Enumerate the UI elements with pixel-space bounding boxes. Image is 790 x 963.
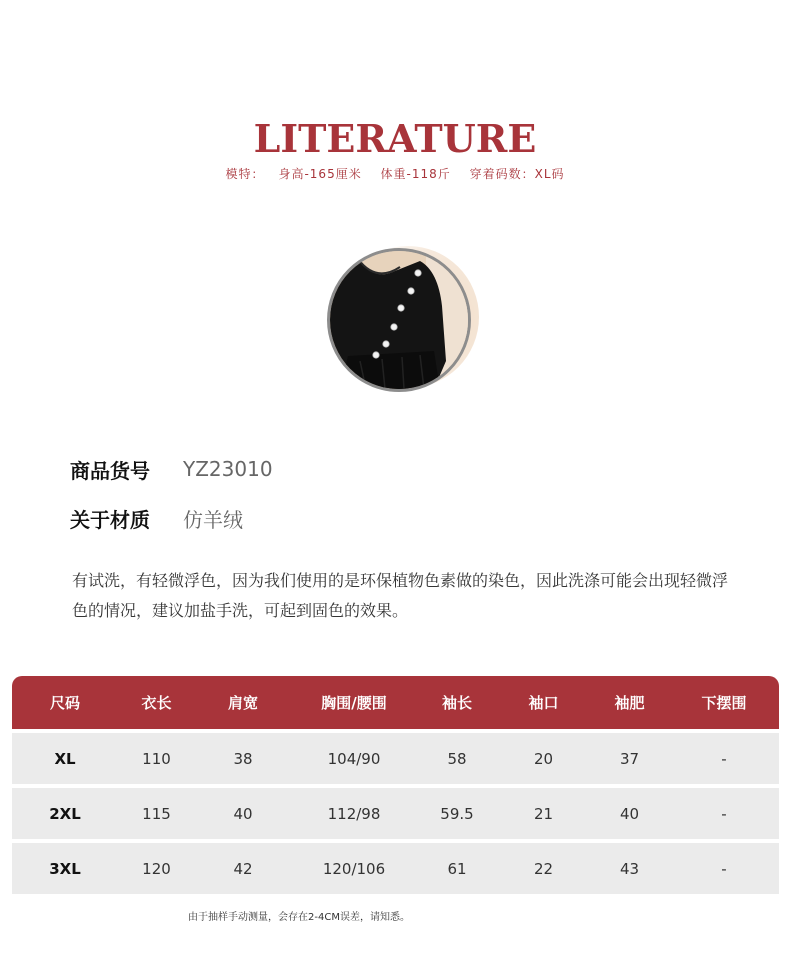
material-row: [70, 503, 243, 533]
row-size: XL: [54, 749, 76, 768]
row-sleeve-length: 61: [447, 859, 467, 878]
model-size: 穿着码数：XL码: [469, 167, 565, 181]
header-cuff: 袖口: [528, 694, 559, 712]
row-sleeve-width: 43: [619, 859, 640, 878]
row-sleeve-length: 59.5: [440, 804, 474, 823]
row-shoulder: 38: [233, 749, 253, 768]
row-size: 2XL: [49, 804, 81, 823]
care-description: 有试洗，有轻微浮色，因为我们使用的是环保植物色素做的染色，因此洗涤可能会出现轻微浮色的情况，建议加盐手洗，可起到固色的效果。: [72, 571, 729, 620]
row-chest-waist: 120/106: [322, 859, 386, 878]
sku-label: 商品货号: [70, 458, 150, 483]
material-label: 关于材质: [70, 507, 150, 532]
row-cuff: 21: [533, 804, 554, 823]
row-chest-waist: 104/90: [327, 749, 381, 768]
table-row: [12, 843, 779, 894]
header-sleeve-width: 袖肥: [614, 694, 645, 712]
brand-title: LITERATURE: [253, 116, 537, 161]
model-label: 模特：: [225, 167, 265, 181]
model-height: 身高-165厘米: [278, 167, 362, 181]
header-shoulder: 肩宽: [227, 694, 258, 712]
sku-row: [70, 454, 273, 484]
row-length: 120: [142, 859, 171, 878]
row-sleeve-width: 37: [619, 749, 640, 768]
header-size: 尺码: [49, 694, 80, 712]
header-length: 衣长: [141, 694, 172, 712]
garment-illustration: [330, 251, 468, 389]
row-length: 115: [142, 804, 171, 823]
header-hem: 下摆围: [701, 694, 747, 712]
header-sleeve-length: 袖长: [441, 694, 472, 712]
row-size: 3XL: [49, 859, 81, 878]
table-row: [12, 733, 779, 784]
row-shoulder: 40: [233, 804, 253, 823]
size-table: [12, 676, 779, 894]
row-sleeve-length: 58: [447, 749, 467, 768]
measurement-footnote: 由于抽样手动测量，会存在2-4CM误差，请知悉。: [188, 912, 410, 923]
row-chest-waist: 112/98: [327, 804, 381, 823]
header-chest-waist: 胸围/腰围: [321, 694, 387, 712]
product-photo: [327, 248, 469, 390]
model-info: [0, 165, 790, 182]
model-weight: 体重-118斤: [380, 167, 451, 181]
row-hem: -: [721, 804, 727, 823]
row-cuff: 22: [533, 859, 554, 878]
row-length: 110: [142, 749, 171, 768]
size-table-header: [12, 676, 779, 729]
row-hem: -: [721, 859, 727, 878]
row-cuff: 20: [533, 749, 554, 768]
row-hem: -: [721, 749, 727, 768]
row-sleeve-width: 40: [619, 804, 640, 823]
row-shoulder: 42: [233, 859, 253, 878]
table-row: [12, 788, 779, 839]
sku-value: YZ23010: [183, 457, 273, 481]
material-value: 仿羊绒: [183, 507, 243, 532]
product-photo-image: [327, 248, 471, 392]
